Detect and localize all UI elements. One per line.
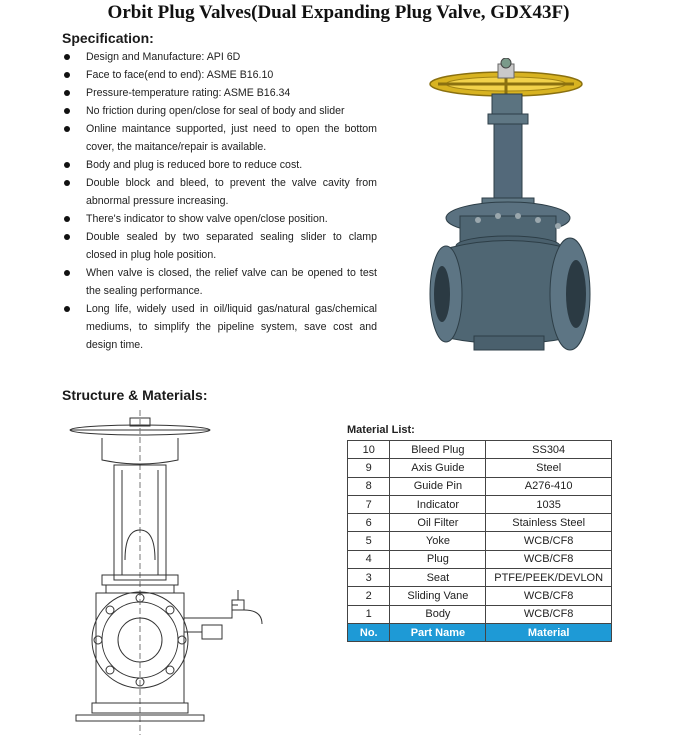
cell-part: Seat xyxy=(390,569,486,587)
material-table xyxy=(347,440,612,642)
cell-no: 8 xyxy=(348,477,390,495)
cell-material: WCB/CF8 xyxy=(486,532,612,550)
spec-item: There's indicator to show valve open/close position. xyxy=(62,210,377,228)
table-row xyxy=(348,477,612,495)
cell-material: Stainless Steel xyxy=(486,514,612,532)
bullet-icon xyxy=(64,216,70,222)
header-no: No. xyxy=(348,623,390,641)
bullet-icon xyxy=(64,270,70,276)
cell-no: 2 xyxy=(348,587,390,605)
spec-item: Design and Manufacture: API 6D xyxy=(62,48,377,66)
table-row xyxy=(348,605,612,623)
spec-item: Double sealed by two separated sealing slider to clamp closed in plug hole position. xyxy=(62,228,377,264)
spec-item: Double block and bleed, to prevent the valve cavity from abnormal pressure increasing. xyxy=(62,174,377,210)
bullet-icon xyxy=(64,306,70,312)
cell-material: WCB/CF8 xyxy=(486,587,612,605)
table-row xyxy=(348,514,612,532)
cell-part: Bleed Plug xyxy=(390,441,486,459)
spec-item: When valve is closed, the relief valve can be opened to test the sealing performance. xyxy=(62,264,377,300)
page-title: Orbit Plug Valves(Dual Expanding Plug Valve, GDX43F) xyxy=(107,2,570,23)
bullet-icon xyxy=(64,180,70,186)
cell-material: WCB/CF8 xyxy=(486,605,612,623)
cell-material: PTFE/PEEK/DEVLON xyxy=(486,569,612,587)
bullet-icon xyxy=(64,72,70,78)
structure-heading: Structure & Materials: xyxy=(62,387,208,403)
cell-material: SS304 xyxy=(486,441,612,459)
bullet-icon xyxy=(64,126,70,132)
table-row xyxy=(348,587,612,605)
cell-no: 9 xyxy=(348,459,390,477)
table-row xyxy=(348,441,612,459)
cell-material: 1035 xyxy=(486,495,612,513)
cell-no: 3 xyxy=(348,569,390,587)
spec-item: Online maintance supported, just need to open the bottom cover, the maitance/repair is available. xyxy=(62,120,377,156)
cell-part: Body xyxy=(390,605,486,623)
table-row xyxy=(348,532,612,550)
cell-part: Plug xyxy=(390,550,486,568)
material-list-label: Material List: xyxy=(347,424,415,436)
specification-list xyxy=(62,48,377,354)
cell-part: Oil Filter xyxy=(390,514,486,532)
structure-drawing xyxy=(62,410,277,735)
bullet-icon xyxy=(64,54,70,60)
cell-material: Steel xyxy=(486,459,612,477)
table-row xyxy=(348,459,612,477)
cell-no: 5 xyxy=(348,532,390,550)
table-row xyxy=(348,495,612,513)
table-row xyxy=(348,569,612,587)
cell-no: 4 xyxy=(348,550,390,568)
cell-no: 1 xyxy=(348,605,390,623)
table-header-row xyxy=(348,623,612,641)
cell-material: WCB/CF8 xyxy=(486,550,612,568)
bullet-icon xyxy=(64,162,70,168)
spec-item: Pressure-temperature rating: ASME B16.34 xyxy=(62,84,377,102)
spec-item: Face to face(end to end): ASME B16.10 xyxy=(62,66,377,84)
cell-part: Axis Guide xyxy=(390,459,486,477)
cell-no: 10 xyxy=(348,441,390,459)
bullet-icon xyxy=(64,90,70,96)
cell-no: 7 xyxy=(348,495,390,513)
spec-item: Long life, widely used in oil/liquid gas/natural gas/chemical mediums, to simplify the pipeline system, save cost and design time. xyxy=(62,300,377,354)
cell-material: A276-410 xyxy=(486,477,612,495)
spec-item: Body and plug is reduced bore to reduce cost. xyxy=(62,156,377,174)
header-part-name: Part Name xyxy=(390,623,486,641)
cell-part: Guide Pin xyxy=(390,477,486,495)
cell-no: 6 xyxy=(348,514,390,532)
bullet-icon xyxy=(64,108,70,114)
table-row xyxy=(348,550,612,568)
header-material: Material xyxy=(486,623,612,641)
cell-part: Indicator xyxy=(390,495,486,513)
cell-part: Yoke xyxy=(390,532,486,550)
valve-photo xyxy=(418,58,608,358)
spec-item: No friction during open/close for seal of body and slider xyxy=(62,102,377,120)
bullet-icon xyxy=(64,234,70,240)
specification-heading: Specification: xyxy=(62,30,154,46)
cell-part: Sliding Vane xyxy=(390,587,486,605)
